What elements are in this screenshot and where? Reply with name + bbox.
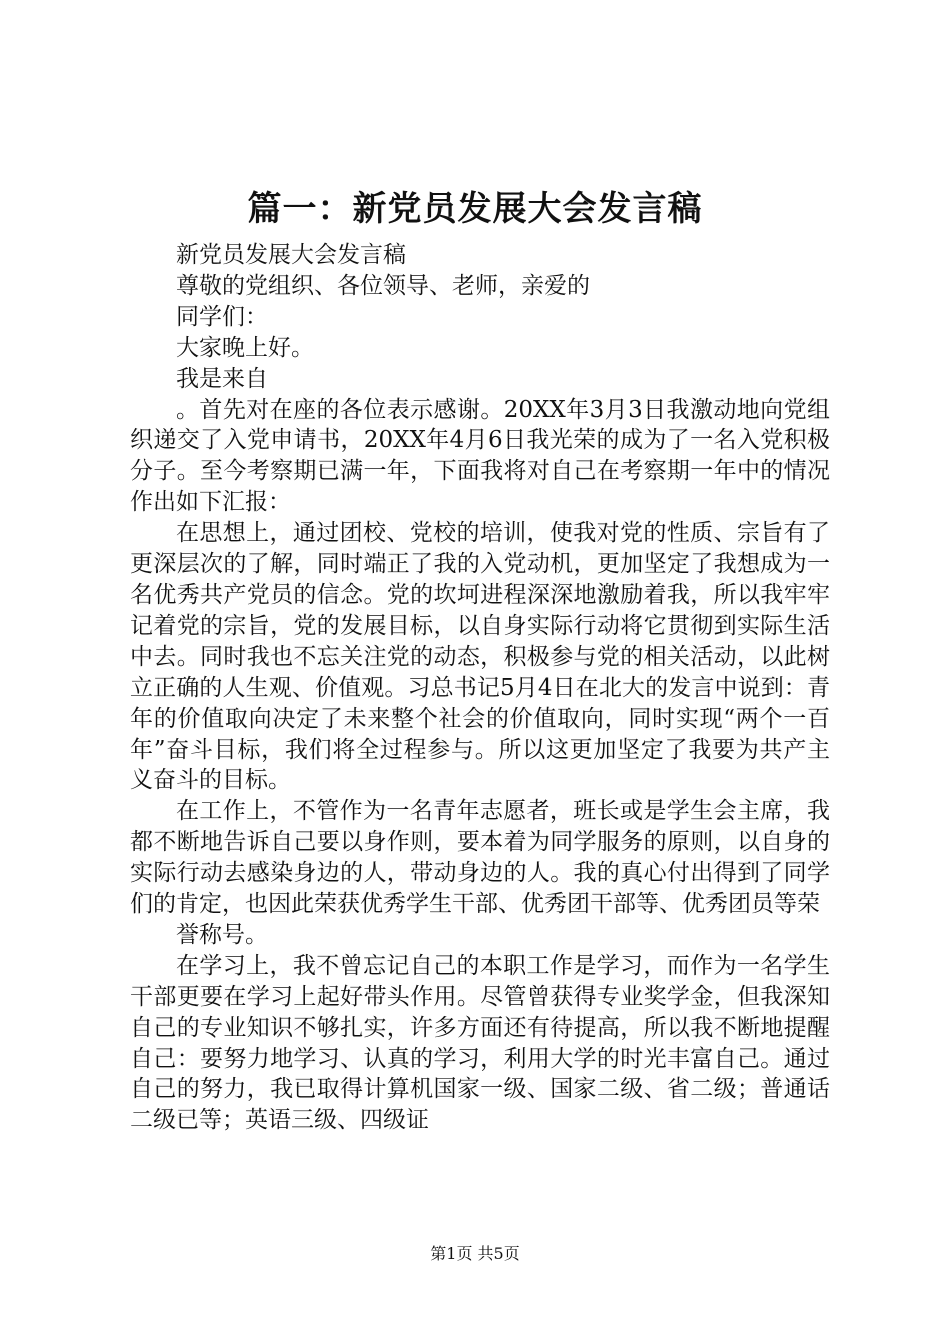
- paragraph-study: 在学习上，我不曾忘记自己的本职工作是学习，而作为一名学生干部更要在学习上起好带头作用。尽管曾获得专业奖学金，但我深知自己的专业知识不够扎实，许多方面还有待提高，所以我不断地提醒自己：要努力地学习、认真的学习，利用大学的时光丰富自己。通过自己的努力，我已取得计算机国家一级、国家二级、省二级；普通话二级已等；英语三级、四级证: [130, 952, 830, 1134]
- page-number-footer: 第1页 共5页: [430, 1244, 520, 1263]
- paragraph-salutation: 尊敬的党组织、各位领导、老师，亲爱的: [176, 272, 590, 299]
- paragraph-salutation-continued: 同学们：: [176, 303, 268, 330]
- paragraph-ideology: 在思想上，通过团校、党校的培训，使我对党的性质、宗旨有了更深层次的了解，同时端正了我的入党动机，更加坚定了我想成为一名优秀共产党员的信念。党的坎坷进程深深地激励着我，所以我牢牢记着党的宗旨，党的发展目标，以自身实际行动将它贯彻到实际生活中去。同时我也不忘关注党的动态，积极参与党的相关活动，以此树立正确的人生观、价值观。习总书记5月4日在北大的发言中说到：青年的价值取向决定了未来整个社会的价值取向，同时实现“两个一百年”奋斗目标，我们将全过程参与。所以这更加坚定了我要为共产主义奋斗的目标。: [130, 520, 830, 794]
- document-body: [130, 240, 830, 1136]
- paragraph-heading: 新党员发展大会发言稿: [176, 242, 406, 268]
- paragraph-greeting: 大家晚上好。: [176, 334, 314, 361]
- paragraph-introduction: 我是来自: [176, 365, 268, 392]
- paragraph-work: 在工作上，不管作为一名青年志愿者，班长或是学生会主席，我都不断地告诉自己要以身作则，要本着为同学服务的原则，以自身的实际行动去感染身边的人，带动身边的人。我的真心付出得到了同学们的肯定，也因此荣获优秀学生干部、优秀团干部等、优秀团员等荣: [130, 798, 830, 918]
- paragraph-thanks: 。首先对在座的各位表示感谢。20XX年3月3日我激动地向党组织递交了入党申请书，20XX年4月6日我光荣的成为了一名入党积极分子。至今考察期已满一年，下面我将对自己在考察期一年中的情况作出如下汇报：: [130, 396, 830, 516]
- document-title: 篇一：新党员发展大会发言稿: [247, 189, 703, 229]
- paragraph-honor: 誉称号。: [176, 921, 268, 948]
